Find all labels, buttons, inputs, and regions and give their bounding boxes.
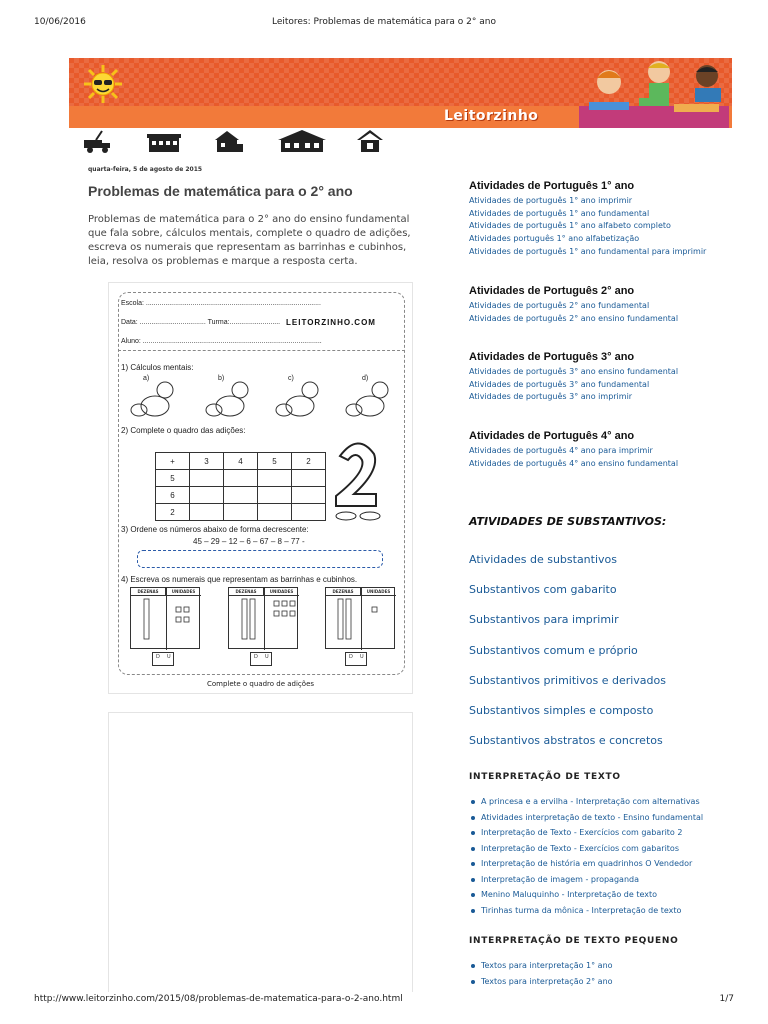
abacus-col-units: UNIDADES <box>166 588 201 596</box>
substantivos-link[interactable]: Substantivos com gabarito <box>469 583 617 597</box>
home-icon[interactable] <box>355 128 385 154</box>
number-two-character-icon <box>328 436 388 526</box>
substantivos-link[interactable]: Substantivos primitivos e derivados <box>469 673 666 687</box>
du-box-2: D U <box>250 652 272 666</box>
interpretacao-pequeno-title: INTERPRETAÇÃO DE TEXTO PEQUENO <box>469 936 679 946</box>
q1-label-a: a) <box>143 375 150 382</box>
sidebar-link[interactable]: Atividades de português 2° ano fundamental <box>469 301 650 310</box>
brand-name: Leitorzinho <box>444 108 539 124</box>
worksheet-q3: 3) Ordene os números abaixo de forma decrescente: <box>121 525 309 534</box>
abacus-col-tens: DEZENAS <box>229 588 264 596</box>
kids-reading-icon <box>579 58 729 128</box>
sidebar-link[interactable]: Atividades de português 1° ano fundamental para imprimir <box>469 246 707 256</box>
interpretacao-link[interactable]: Atividades interpretação de texto - Ensino fundamental <box>469 810 703 826</box>
substantivos-title: ATIVIDADES DE SUBSTANTIVOS: <box>469 515 667 528</box>
mouse-chef-illustrations-icon <box>125 380 395 425</box>
grid-header-cell: + <box>156 453 190 470</box>
tens-and-units-blocks-icon <box>140 597 400 647</box>
grid-header-cell: 4 <box>224 453 258 470</box>
group-links-4ano <box>469 445 678 470</box>
sun-logo-icon <box>83 64 123 104</box>
sidebar-link[interactable]: Atividades de português 1° ano fundamental <box>469 208 650 218</box>
abacus-col-tens: DEZENAS <box>131 588 166 596</box>
group-title-1ano: Atividades de Português 1° ano <box>469 180 635 192</box>
worksheet-q2: 2) Complete o quadro das adições: <box>121 426 246 435</box>
worksheet-divider <box>118 350 405 351</box>
interpretacao-link[interactable]: A princesa e a ervilha - Interpretação com alternativas <box>469 794 703 810</box>
worksheet-caption: Complete o quadro de adições <box>206 680 315 688</box>
site-banner[interactable] <box>69 58 732 128</box>
grid-row-label: 2 <box>156 504 190 521</box>
q1-label-d: d) <box>362 375 369 382</box>
substantivos-link[interactable]: Atividades de substantivos <box>469 553 617 566</box>
sidebar-link[interactable]: Atividades de português 3° ano imprimir <box>469 392 633 402</box>
interpretacao-pequeno-link[interactable]: Textos para interpretação 1° ano <box>469 958 613 974</box>
substantivos-link[interactable]: Substantivos abstratos e concretos <box>469 734 663 748</box>
answer-box <box>137 550 383 568</box>
sidebar-link[interactable]: Atividades de português 1° ano imprimir <box>469 196 633 205</box>
post-title: Problemas de matemática para o 2° ano <box>88 183 353 199</box>
print-url: http://www.leitorzinho.com/2015/08/problemas-de-matematica-para-o-2-ano.html <box>34 994 403 1004</box>
sidebar-link[interactable]: Atividades de português 1° ano alfabeto completo <box>469 221 671 231</box>
sidebar-link[interactable]: Atividades de português 4° ano ensino fundamental <box>469 458 679 468</box>
page-number: 1/7 <box>719 994 734 1004</box>
interpretacao-pequeno-links <box>469 958 613 989</box>
group-links-3ano <box>469 366 678 404</box>
print-date: 10/06/2016 <box>34 17 86 27</box>
interpretacao-link[interactable]: Menino Maluquinho - Interpretação de texto <box>469 887 703 903</box>
group-title-4ano: Atividades de Português 4° ano <box>469 430 635 442</box>
interpretacao-links <box>469 794 703 918</box>
abacus-col-units: UNIDADES <box>264 588 299 596</box>
group-title-2ano: Atividades de Português 2° ano <box>469 285 635 297</box>
du-box-1: D U <box>152 652 174 666</box>
substantivos-link[interactable]: Substantivos simples e composto <box>469 704 654 718</box>
second-image-frame <box>108 712 413 992</box>
worksheet-sequence: 45 – 29 – 12 – 6 – 67 – 8 – 77 - <box>193 537 305 546</box>
worksheet-watermark: LEITORZINHO.COM <box>286 318 376 327</box>
grid-row-label: 6 <box>156 487 190 504</box>
post-intro: Problemas de matemática para o 2° ano do ensino fundamental que fala sobre, cálculos mentais, complete o quadro de adições, escreva os numerais que representam as barrinhas e cubinhos, leia, resolva os problemas e marque a resposta certa. <box>88 214 411 267</box>
interpretacao-pequeno-link[interactable]: Textos para interpretação 2° ano <box>469 974 613 990</box>
school-icon[interactable] <box>146 128 182 154</box>
grid-row-label: 5 <box>156 470 190 487</box>
grid-header-cell: 3 <box>190 453 224 470</box>
group-title-3ano: Atividades de Português 3° ano <box>469 351 635 363</box>
sidebar-link[interactable]: Atividades de português 4° ano para imprimir <box>469 446 653 455</box>
q1-label-b: b) <box>218 375 225 382</box>
interpretacao-link[interactable]: Interpretação de Texto - Exercícios com gabaritos <box>469 841 703 857</box>
worksheet-aluno: Aluno: ............................................................................................ <box>121 338 322 345</box>
print-page-title: Leitores: Problemas de matemática para o 2° ano <box>272 17 496 27</box>
interpretacao-link[interactable]: Tirinhas turma da mônica - Interpretação de texto <box>469 903 703 919</box>
interpretacao-title: INTERPRETAÇÃO DE TEXTO <box>469 772 621 782</box>
interpretacao-link[interactable]: Interpretação de imagem - propaganda <box>469 872 703 888</box>
du-box-3: D U <box>345 652 367 666</box>
group-links-2ano <box>469 300 678 325</box>
house-icon[interactable] <box>213 128 245 154</box>
sidebar-link[interactable]: Atividades português 1° ano alfabetização <box>469 234 640 244</box>
abacus-col-units: UNIDADES <box>361 588 396 596</box>
abacus-col-tens: DEZENAS <box>326 588 361 596</box>
grid-header-cell: 5 <box>258 453 292 470</box>
interpretacao-link[interactable]: Interpretação de história em quadrinhos O Vendedor <box>469 856 703 872</box>
worksheet-q1: 1) Cálculos mentais: <box>121 363 194 372</box>
sidebar-link[interactable]: Atividades de português 3° ano ensino fundamental <box>469 367 679 376</box>
nav-icons-row <box>69 128 732 156</box>
worksheet-data: Data: .................................. Turma:.......................... <box>121 319 281 326</box>
sidebar-link[interactable]: Atividades de português 3° ano fundamental <box>469 379 650 389</box>
building-icon[interactable] <box>277 128 327 154</box>
substantivos-link[interactable]: Substantivos para imprimir <box>469 613 619 627</box>
interpretacao-link[interactable]: Interpretação de Texto - Exercícios com gabarito 2 <box>469 825 703 841</box>
group-links-1ano <box>469 195 706 259</box>
substantivos-link[interactable]: Substantivos comum e próprio <box>469 643 638 657</box>
truck-icon[interactable] <box>82 128 114 154</box>
addition-grid <box>155 452 326 521</box>
worksheet-escola: Escola: .......................................................................................... <box>121 300 321 307</box>
q1-label-c: c) <box>288 375 294 382</box>
post-date: quarta-feira, 5 de agosto de 2015 <box>88 166 203 173</box>
grid-header-cell: 2 <box>292 453 326 470</box>
worksheet-q4: 4) Escreva os numerais que representam as barrinhas e cubinhos. <box>121 575 358 584</box>
sidebar-link[interactable]: Atividades de português 2° ano ensino fundamental <box>469 313 679 323</box>
substantivos-links <box>469 545 666 756</box>
